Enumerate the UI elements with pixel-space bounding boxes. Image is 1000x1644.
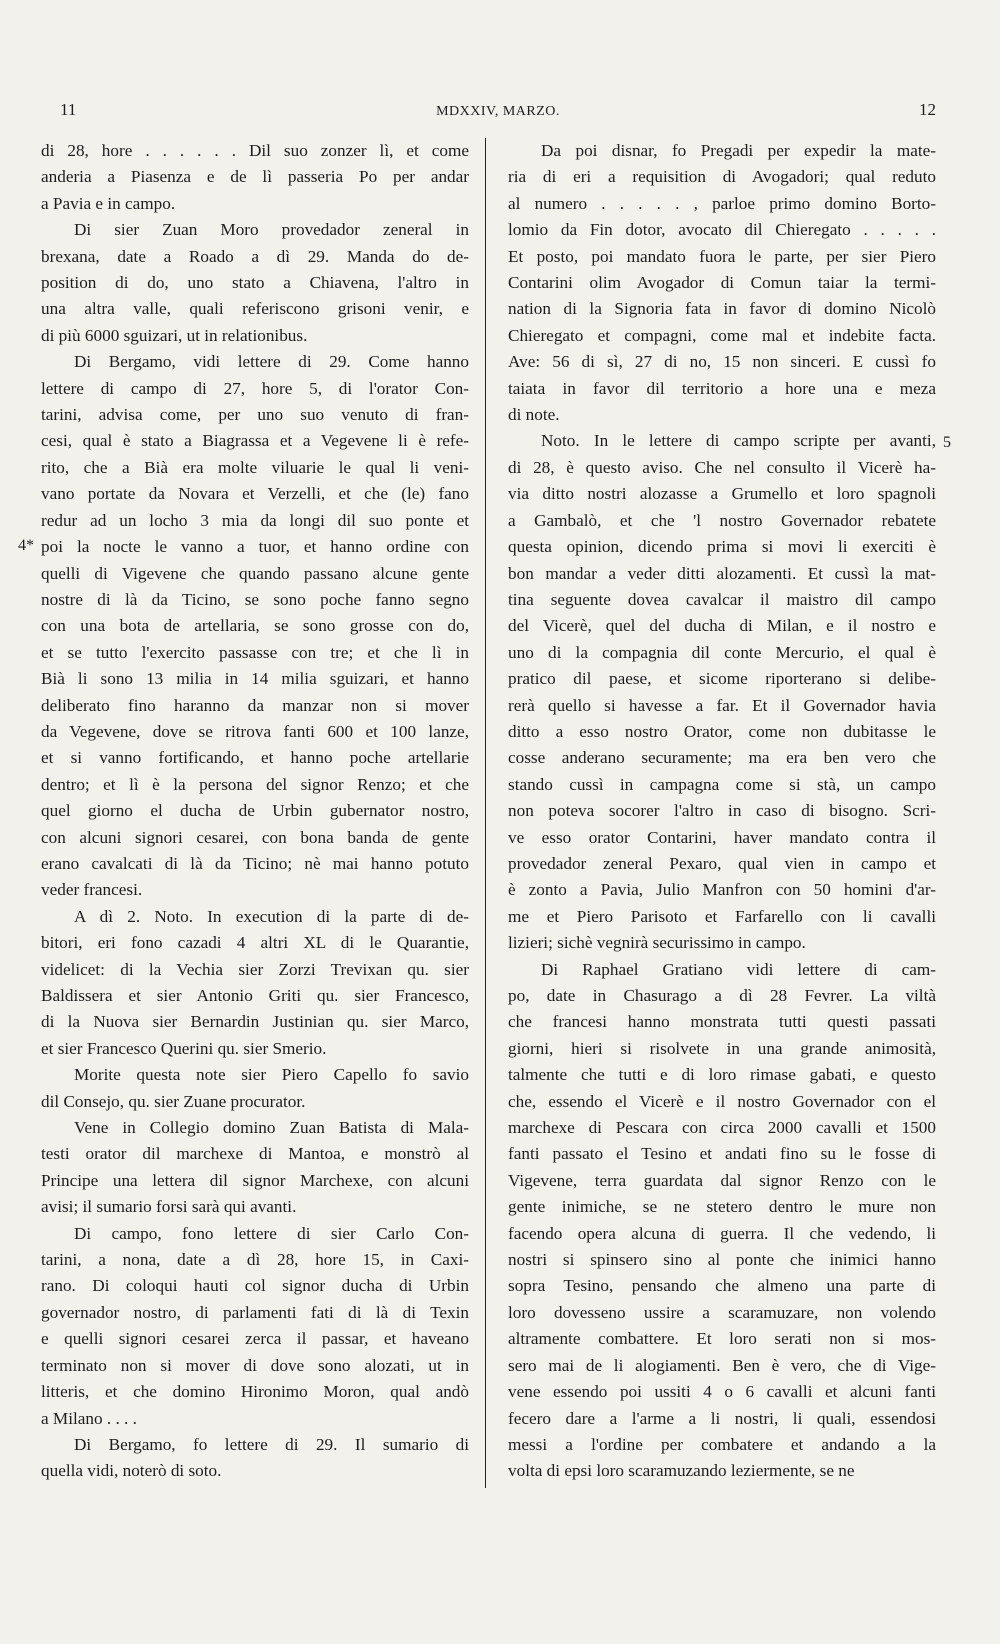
text-line: sopra Tesino, pensando che almeno una parte di xyxy=(508,1276,936,1296)
text-line: Noto. In le lettere di campo scripte per avanti, xyxy=(541,431,936,451)
text-line: litteris, et che domino Hironimo Moron, qual andò xyxy=(41,1382,469,1402)
text-line: tarini, advisa come, per uno suo venuto di fran- xyxy=(41,405,469,425)
text-line: bon mandar a veder ditti alozamenti. Et cussì la mat- xyxy=(508,563,936,583)
text-line: che, essendo el Vicerè e il nostro Governador con el xyxy=(508,1091,936,1111)
text-line: poi la nocte le vanno a tuor, et hanno ordine con xyxy=(41,537,469,557)
text-line: lettere di campo di 27, hore 5, di l'orator Con- xyxy=(41,378,469,398)
text-line: con alcuni signori cesarei, con bona banda de gente xyxy=(41,827,469,847)
text-line: e quelli signori cesarei zerca il passar, et haveano xyxy=(41,1329,469,1349)
text-line: Ave: 56 di sì, 27 di no, 15 non sinceri. E cussì fo xyxy=(508,352,936,372)
text-line: erano cavalcati di là da Ticino; nè mai hanno potuto xyxy=(41,853,469,873)
text-line: terminato non si mover di dove sono alozati, ut in xyxy=(41,1355,469,1375)
left-column xyxy=(41,138,469,1485)
text-line: a Milano . . . . xyxy=(41,1408,137,1428)
text-line: di la Nuova sier Bernardin Justinian qu. sier Marco, xyxy=(41,1012,469,1032)
text-line: Principe una lettera dil signor Marchexe, con alcuni xyxy=(41,1170,469,1190)
text-line: uno di la compagnia dil conte Mercurio, el qual è xyxy=(508,642,936,662)
text-line: questa opinion, dicendo prima si movi li exerciti è xyxy=(508,537,936,557)
text-line: a Gambalò, et che 'l nostro Governador rebatete xyxy=(508,510,936,530)
right-page-number: 12 xyxy=(919,100,936,119)
text-line: di 28, è questo aviso. Che nel consulto il Vicerè ha- xyxy=(508,457,936,477)
text-line: vene essendo poi ussiti 4 o 6 cavalli et alcuni fanti xyxy=(508,1382,936,1402)
text-line: fanti passato el Tesino et andati fino su le fosse di xyxy=(508,1144,936,1164)
text-line: governador nostro, di parlamenti fati di là di Texin xyxy=(41,1302,469,1322)
text-line: sero mai de li alogiamenti. Ben è vero, che di Vige- xyxy=(508,1355,936,1375)
text-line: et se tutto l'exercito passasse con tre; et che lì in xyxy=(41,642,469,662)
text-line: lizieri; sichè vegnirà securissimo in campo. xyxy=(508,933,806,953)
text-line: una altra valle, quali referiscono grisoni venir, e xyxy=(41,299,469,319)
text-line: con una bota de artellaria, se sono grosse con do, xyxy=(41,616,469,636)
text-line: me et Piero Parisoto et Farfarello con li cavalli xyxy=(508,906,936,926)
text-line: a Pavia e in campo. xyxy=(41,193,176,213)
text-line: dentro; et lì è la persona del signor Renzo; et che xyxy=(41,774,469,794)
text-line: cesi, qual è stato a Biagrassa et a Vegevene li è refe- xyxy=(41,431,469,451)
text-line: giorni, hieri si risolvete in una grande animosità, xyxy=(508,1038,936,1058)
text-line: provedador zeneral Pexaro, qual vien in campo et xyxy=(508,853,936,873)
text-line: et sier Francesco Querini qu. sier Smerio. xyxy=(41,1038,327,1058)
text-line: Di sier Zuan Moro provedador zeneral in xyxy=(74,220,469,240)
text-line: Da poi disnar, fo Pregadi per expedir la mate- xyxy=(541,141,936,160)
text-line: Morite questa note sier Piero Capello fo savio xyxy=(74,1065,469,1085)
text-line: Contarini olim Avogador di Comun taiar la termi- xyxy=(508,273,936,293)
text-line: altramente combattere. Et loro serati non si mos- xyxy=(508,1329,936,1349)
text-line: tarini, a nona, date a dì 28, hore 15, in Caxi- xyxy=(41,1250,469,1270)
text-line: talmente che tutti e di loro rimase gabati, e questo xyxy=(508,1065,936,1085)
text-line: videlicet: di la Vechia sier Zorzi Trevixan qu. sier xyxy=(41,959,469,979)
text-line: da Vegevene, dove se ritrova fanti 600 et 100 lanze, xyxy=(41,721,469,741)
text-line: via ditto nostri alozasse a Grumello et loro spagnoli xyxy=(508,484,936,504)
text-line: al numero . . . . . , parloe primo domino Borto- xyxy=(508,193,936,213)
text-line: non poteva socorer l'altro in caso di bisogno. Scri- xyxy=(508,801,936,821)
text-line: avisi; il sumario forsi sarà qui avanti. xyxy=(41,1197,297,1217)
text-line: rano. Di coloqui hauti col signor ducha di Urbin xyxy=(41,1276,469,1296)
text-line: Di Bergamo, vidi lettere di 29. Come hanno xyxy=(74,352,469,372)
text-line: quella vidi, noterò di soto. xyxy=(41,1461,222,1481)
text-line: Et posto, poi mandato fuora le parte, per sier Piero xyxy=(508,246,936,266)
text-line: fecero dare a l'arme a li nostri, li quali, essendosi xyxy=(508,1408,936,1428)
left-page-number: 11 xyxy=(60,100,77,119)
text-line: Baldissera et sier Antonio Griti qu. sier Francesco, xyxy=(41,986,469,1005)
text-line: Chieregato et compagni, come mal et indebite facta. xyxy=(508,325,936,345)
text-line: ve esso orator Contarini, haver mandato contra il xyxy=(508,827,936,847)
text-line: A dì 2. Noto. In execution di la parte di de- xyxy=(74,906,469,926)
text-line: brexana, date a Roado a dì 29. Manda do de- xyxy=(41,246,469,266)
text-line: dil Consejo, qu. sier Zuane procurator. xyxy=(41,1091,306,1111)
text-line: nation di la Signoria fata in favor di domino Nicolò xyxy=(508,299,936,319)
text-line: di note. xyxy=(508,405,560,425)
text-line: Vigevene, terra guardata dal signor Renzo con le xyxy=(508,1170,936,1190)
text-line: po, date in Chasurago a dì 28 Fevrer. La viltà xyxy=(508,986,936,1005)
text-line: ditto a esso nostro Orator, come non dubitasse le xyxy=(508,721,936,741)
text-line: nostre di là da Ticino, se sono poche fanno segno xyxy=(41,589,469,609)
text-line: et si vanno fortificando, et hanno poche artellarie xyxy=(41,748,469,768)
right-column xyxy=(508,138,936,1485)
text-line: pratico dil paese, et sicome riporterano si delibe- xyxy=(508,669,936,689)
text-line: facendo opera alcuna di guerra. Il che vedendo, li xyxy=(508,1223,936,1243)
text-line: gente inimiche, se ne stetero dentro le mure non xyxy=(508,1197,936,1217)
page-header xyxy=(60,100,936,130)
text-line: che francesi hanno monstrata tutti questi passati xyxy=(508,1012,936,1032)
text-line: rito, che a Bià era molte viluarie le qual li veni- xyxy=(41,457,469,477)
running-head: MDXXIV, MARZO. xyxy=(436,104,560,119)
text-line: Vene in Collegio domino Zuan Batista di Mala- xyxy=(74,1118,469,1138)
text-line: bitori, eri fono cazadi 4 altri XL di le Quarantie, xyxy=(41,933,469,953)
text-line: loro dovesseno ussire a scaramuzare, non volendo xyxy=(508,1302,936,1322)
text-line: quel giorno el ducha de Urbin gubernator nostro, xyxy=(41,801,469,821)
text-line: testi orator dil marchexe di Mantoa, e monstrò al xyxy=(41,1144,469,1164)
text-line: Di campo, fono lettere di sier Carlo Con- xyxy=(74,1223,469,1243)
margin-note-left: 4* xyxy=(18,537,34,554)
text-line: position di do, uno stato a Chiavena, l'altro in xyxy=(41,273,469,293)
text-line: Bià li sono 13 milia in 14 milia sguizari, et hanno xyxy=(41,669,469,689)
text-line: vano portate da Novara et Verzelli, et che (le) fano xyxy=(41,484,469,504)
text-line: tina seguente dovea cavalcar il maistro dil campo xyxy=(508,589,936,609)
text-line: di 28, hore . . . . . . Dil suo zonzer lì, et come xyxy=(41,141,469,160)
text-line: taiata in favor dil territorio a hore una e meza xyxy=(508,378,936,398)
text-line: marchexe di Pescara con circa 2000 cavalli et 1500 xyxy=(508,1118,936,1138)
text-line: cosse anderano securamente; ma era ben vero che xyxy=(508,748,936,768)
text-line: quelli di Vigevene che quando passano alcune gente xyxy=(41,563,469,583)
text-line: stando cussì in campagna come si stà, un campo xyxy=(508,774,936,794)
text-line: Di Raphael Gratiano vidi lettere di cam- xyxy=(541,959,936,979)
text-line: volta di epsi loro scaramuzando leziermente, se ne xyxy=(508,1461,855,1481)
text-line: di più 6000 sguizari, ut in relationibus. xyxy=(41,325,308,345)
text-line: nostri si spinsero sino al ponte che inimici hanno xyxy=(508,1250,936,1270)
text-line: redur ad un locho 3 mia da longi dil suo ponte et xyxy=(41,510,469,530)
text-line: deliberato fino haranno da manzar non si mover xyxy=(41,695,469,715)
text-line: rerà quello si havesse a far. Et il Governador havia xyxy=(508,695,936,715)
text-line: messi a l'ordine per combatere et andando a la xyxy=(508,1434,936,1454)
margin-note-right: 5 xyxy=(943,434,951,451)
text-line: ria di eri a requisition di Avogadori; qual reduto xyxy=(508,167,936,187)
text-line: anderia a Piasenza e de lì passeria Po per andar xyxy=(41,167,469,187)
text-line: Di Bergamo, fo lettere di 29. Il sumario di xyxy=(74,1434,469,1454)
text-line: veder francesi. xyxy=(41,880,143,900)
text-line: del Vicerè, quel del ducha di Milan, e il nostro e xyxy=(508,616,936,636)
text-line: è zonto a Pavia, Julio Manfron con 50 homini d'ar- xyxy=(508,880,936,900)
text-line: lomio da Fin dotor, avocato dil Chieregato . . . . . xyxy=(508,220,936,240)
column-divider xyxy=(485,138,486,1488)
